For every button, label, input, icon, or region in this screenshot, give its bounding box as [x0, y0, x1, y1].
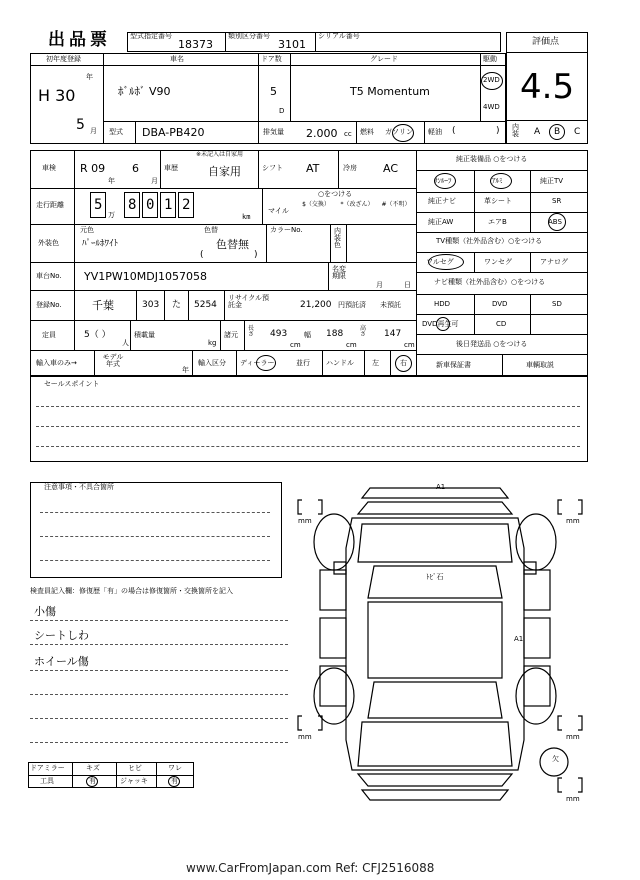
ac-value: AC — [383, 162, 399, 175]
form-title: 出品票 — [48, 30, 111, 50]
caution-box — [30, 482, 282, 578]
drive-2wd: 2WD — [483, 76, 500, 84]
navi-header: ナビ種類（社外品含む）○をつける — [434, 278, 546, 286]
class-label: 類別区分番号 — [228, 32, 270, 40]
reg-kana: た — [172, 300, 182, 310]
score-label: 評価点 — [532, 37, 560, 47]
drive-4wd: 4WD — [483, 103, 500, 111]
inspection-month: 6 — [132, 162, 139, 175]
drive-label: 駆動 — [483, 55, 497, 63]
capacity-label: 定員 — [42, 331, 56, 339]
dealer-circle — [256, 355, 276, 371]
doors-value: 5 — [270, 85, 277, 98]
light-oil-label: 軽油 — [428, 128, 442, 136]
fuel-circle — [392, 124, 414, 142]
note-line-1: 小傷 — [34, 605, 56, 618]
history-label: 車歴 — [164, 164, 178, 172]
car-name-label: 車名 — [170, 55, 184, 63]
reg-pref: 千葉 — [92, 299, 114, 312]
class-value: 3101 — [278, 38, 306, 51]
model-cert-value: 18373 — [178, 38, 213, 51]
inspector-label: 検査員記入欄：修復歴「有」の場合は修復箇所・交換箇所を記入 — [30, 587, 233, 595]
color-change-value: 色替無 — [216, 238, 249, 251]
diag-a1-side: A1 — [514, 635, 524, 643]
type-value: DBA-PB420 — [142, 126, 205, 139]
right-handle-circle — [395, 355, 412, 372]
footer-watermark: www.CarFromJapan.com Ref: CFJ2516088 — [186, 861, 435, 875]
history-value: 自家用 — [208, 165, 241, 178]
displacement-label: 排気量 — [263, 128, 284, 136]
reg-class: 303 — [142, 300, 160, 310]
reg-num: 5254 — [194, 300, 217, 310]
recycle-value: 21,200 — [300, 300, 332, 310]
caution-label: 注意事項・不具合箇所 — [44, 483, 114, 491]
diag-windshield: ﾄﾋﾞ石 — [426, 573, 444, 581]
note-line-2: シートしわ — [34, 629, 89, 642]
score-value: 4.5 — [520, 67, 575, 107]
first-reg-month: 5 — [76, 117, 85, 133]
first-reg-label: 初年度登録 — [46, 55, 81, 63]
fuel-label: 燃料 — [360, 128, 374, 136]
interior-color-label: 内装色 — [334, 227, 341, 249]
displacement-value: 2.000 — [306, 127, 338, 140]
length-value: 493 — [270, 329, 288, 339]
car-damage-diagram — [290, 478, 590, 818]
width-value: 188 — [326, 329, 344, 339]
mileage-label: 走行距離 — [36, 201, 64, 209]
orig-color-value: ﾊﾟｰﾙﾎﾜｲﾄ — [82, 239, 119, 249]
inspection-value: R 09 — [80, 162, 106, 175]
interior-label: 内装 — [512, 123, 519, 138]
tv-header: TV種類（社外品含む）○をつける — [436, 237, 543, 245]
height-value: 147 — [384, 329, 402, 339]
fuel-value: ガソリン — [385, 128, 413, 136]
doors-label: ドア数 — [261, 55, 282, 63]
sales-point-label: セールスポイント — [44, 380, 100, 388]
first-reg-year: H 30 — [38, 86, 76, 105]
color-label: 外装色 — [38, 239, 59, 247]
model-cert-label: 型式指定番号 — [130, 32, 172, 40]
vin-label: 車台No. — [36, 272, 62, 280]
shift-value: AT — [306, 162, 320, 175]
ac-label: 冷房 — [343, 164, 357, 172]
shift-label: シフト — [262, 164, 283, 172]
serial-label: シリアル番号 — [318, 32, 360, 40]
later-header: 後日発送品 ○をつける — [456, 340, 528, 348]
reg-label: 登録No. — [36, 301, 62, 309]
interior-a: A — [534, 127, 541, 137]
note-line-3: ホイール傷 — [34, 655, 89, 668]
interior-c: C — [574, 127, 581, 137]
genuine-header: 純正装備品 ○をつける — [456, 155, 528, 163]
inspection-label: 車検 — [42, 164, 56, 172]
grade-value: T5 Momentum — [350, 85, 430, 98]
interior-b-circle — [549, 124, 565, 140]
capacity-value: 5（ ） — [84, 330, 111, 340]
car-name-value: ﾎﾞﾙﾎﾞ V90 — [118, 85, 171, 98]
mile-option: マイル — [268, 207, 289, 215]
interior-b: B — [554, 127, 561, 137]
grade-label: グレード — [370, 55, 398, 63]
diag-missing: 欠 — [552, 755, 559, 763]
sales-point-box — [30, 376, 588, 462]
drive-2wd-circle — [481, 72, 503, 90]
vin-value: YV1PW10MDJ1057058 — [84, 270, 207, 283]
type-label: 型式 — [109, 128, 123, 136]
diag-a1-top: A1 — [436, 483, 446, 491]
